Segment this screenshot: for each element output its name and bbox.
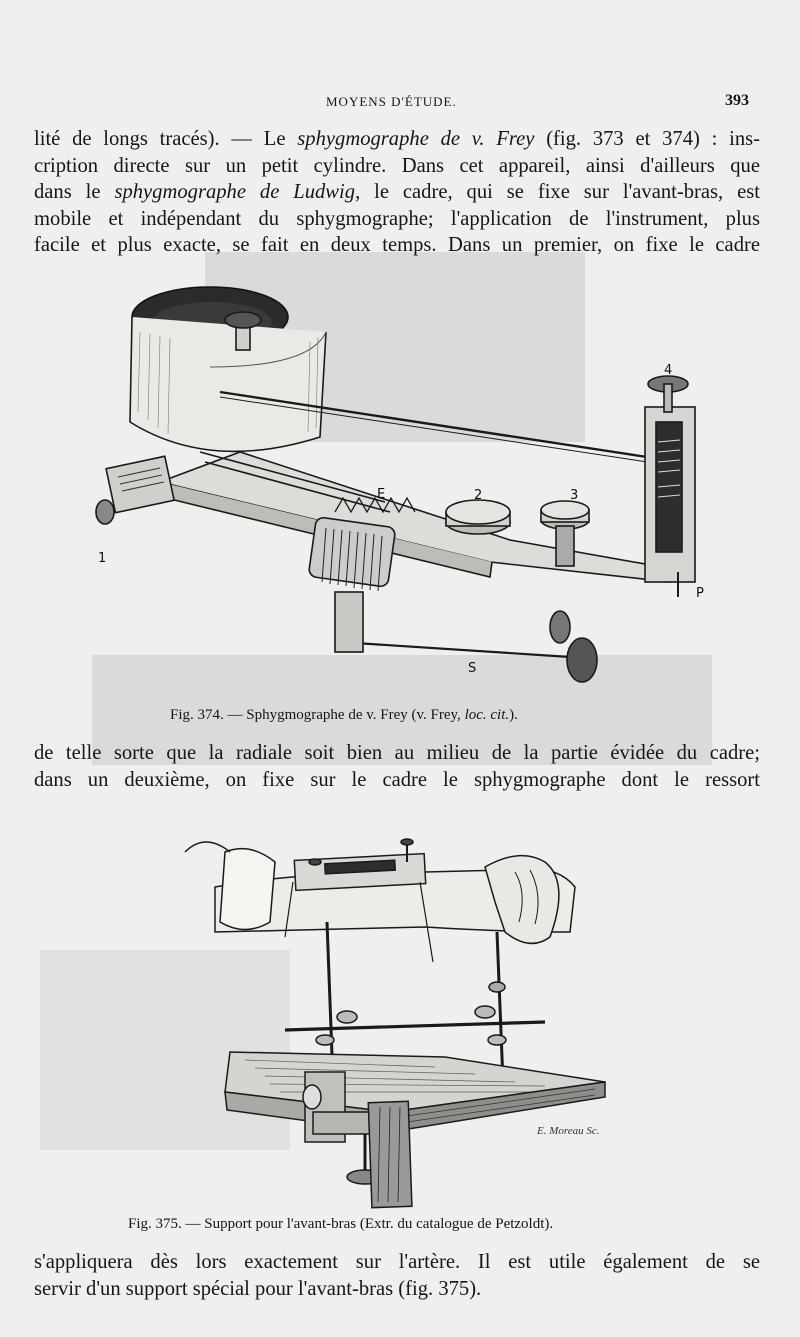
- caption-text: — Support pour l'avant-bras (Extr. du catalogue de Petzoldt).: [181, 1216, 554, 1232]
- text-line: dans un deuxième, on fixe sur le cadre le sphygmographe dont le ressort: [34, 768, 760, 791]
- paragraph-1: [34, 126, 760, 259]
- text-line: mobile et indépendant du sphygmographe; l'application de l'instrument, plus: [34, 207, 760, 230]
- caption-number: Fig. 375.: [128, 1216, 182, 1232]
- figure-375-caption: [128, 1216, 553, 1233]
- text-line: s'appliquera dès lors exactement sur l'artère. Il est utile également de se: [34, 1251, 760, 1273]
- engraver-signature: E. Moreau Sc.: [537, 1125, 600, 1137]
- figure-374-caption: [170, 707, 518, 724]
- caption-text: — Sphygmographe de v. Frey (v. Frey,: [223, 707, 465, 723]
- paragraph-3: [34, 1249, 760, 1302]
- figure-374-sphygmograph-illustration: [90, 272, 720, 702]
- text-line: de telle sorte que la radiale soit bien au milieu de la partie évidée du cadre;: [34, 742, 760, 764]
- label-4: 4: [664, 363, 673, 378]
- text-line: lité de longs tracés). — Le sphygmographe de v. Frey (fig. 373 et 374) : ins-: [34, 128, 760, 150]
- page-number: 393: [725, 92, 749, 109]
- caption-number: Fig. 374.: [170, 707, 224, 723]
- label-p: P: [696, 586, 704, 601]
- text-line: cription directe sur un petit cylindre. Dans cet appareil, ainsi d'ailleurs que: [34, 154, 760, 177]
- label-s: S: [468, 661, 477, 676]
- running-head: [0, 94, 800, 116]
- text-line: dans le sphygmographe de Ludwig, le cadre, qui se fixe sur l'avant-bras, est: [34, 181, 760, 203]
- figure-375-forearm-support-illustration: [175, 812, 635, 1212]
- label-2: 2: [474, 488, 483, 503]
- caption-end: ).: [509, 707, 518, 723]
- label-e: E: [377, 487, 386, 502]
- caption-italic: loc. cit.: [464, 707, 510, 723]
- label-1: 1: [98, 551, 107, 566]
- text-line: facile et plus exacte, se fait en deux temps. Dans un premier, on fixe le cadre: [34, 234, 760, 256]
- text-line: servir d'un support spécial pour l'avant-bras (fig. 375).: [34, 1277, 482, 1300]
- label-3: 3: [570, 488, 579, 503]
- running-title: MOYENS D'ÉTUDE.: [326, 94, 457, 109]
- paragraph-2: [34, 740, 760, 793]
